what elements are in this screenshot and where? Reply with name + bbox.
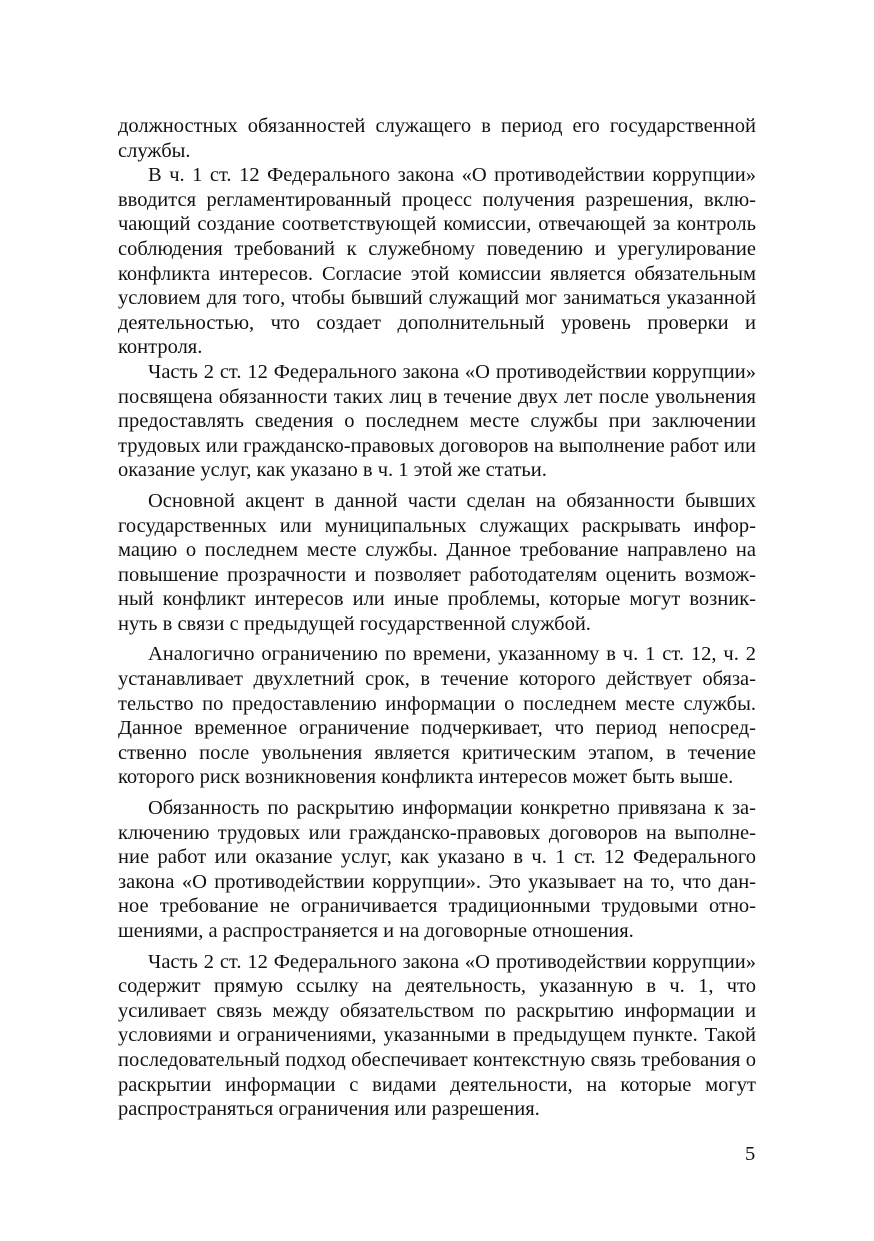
- paragraph: Часть 2 ст. 12 Федерального закона «О противодействии коррупции» посвящена обязанности таких лиц в течение двух лет после увольнения предоставлять сведения о последнем месте службы при заключении трудовых или гражданско-правовых договоров на выполнение работ или оказание услуг, как указано в ч. 1 этой же статьи.: [118, 360, 756, 482]
- paragraph: В ч. 1 ст. 12 Федерального закона «О противодействии коррупции» вводится регламентированный процесс получения разрешения, включающий создание соответствующей комиссии, отвечающей за контроль соблюдения требований к служебному поведению и урегулирование конфликта интересов. Согласие этой комиссии является обязательным условием для того, чтобы бывший служащий мог заниматься указанной деятельностью, что создает дополнительный уровень проверки и контроля.: [118, 164, 756, 359]
- page-number: 5: [745, 1143, 756, 1165]
- paragraph: Обязанность по раскрытию информации конкретно привязана к заключению трудовых или гражданско-правовых договоров на выполнение работ или оказание услуг, как указано в ч. 1 ст. 12 Федерального закона «О противодействии коррупции». Это указывает на то, что данное требование не ограничивается традиционными трудовыми отношениями, а распространяется и на договорные отношения.: [118, 797, 756, 942]
- paragraph: Аналогично ограничению по времени, указанному в ч. 1 ст. 12, ч. 2 устанавливает двухлетний срок, в течение которого действует обязательство по предоставлению информации о последнем месте службы. Данное временное ограничение подчеркивает, что период непосредственно после увольнения является критическим этапом, в течение которого риск возникновения конфликта интересов может быть выше.: [118, 643, 756, 789]
- paragraph-continuation: должностных обязанностей служащего в период его государственной службы.: [118, 115, 756, 162]
- paragraph: Часть 2 ст. 12 Федерального закона «О противодействии коррупции» содержит прямую ссылку на деятельность, указанную в ч. 1, что усиливает связь между обязательством по раскрытию информации и условиями и ограничениями, указанными в предыдущем пункте. Такой последовательный подход обеспечивает контекстную связь требования о раскрытии информации с видами деятельности, на которые могут распространяться ограничения или разрешения.: [118, 950, 756, 1121]
- paragraph: Основной акцент в данной части сделан на обязанности бывших государственных или муниципальных служащих раскрывать информацию о последнем месте службы. Данное требование направлено на повышение прозрачности и позволяет работодателям оценить возможный конфликт интересов или иные проблемы, которые могут возникнуть в связи с предыдущей государственной службой.: [118, 489, 756, 635]
- page-body: [118, 114, 756, 1122]
